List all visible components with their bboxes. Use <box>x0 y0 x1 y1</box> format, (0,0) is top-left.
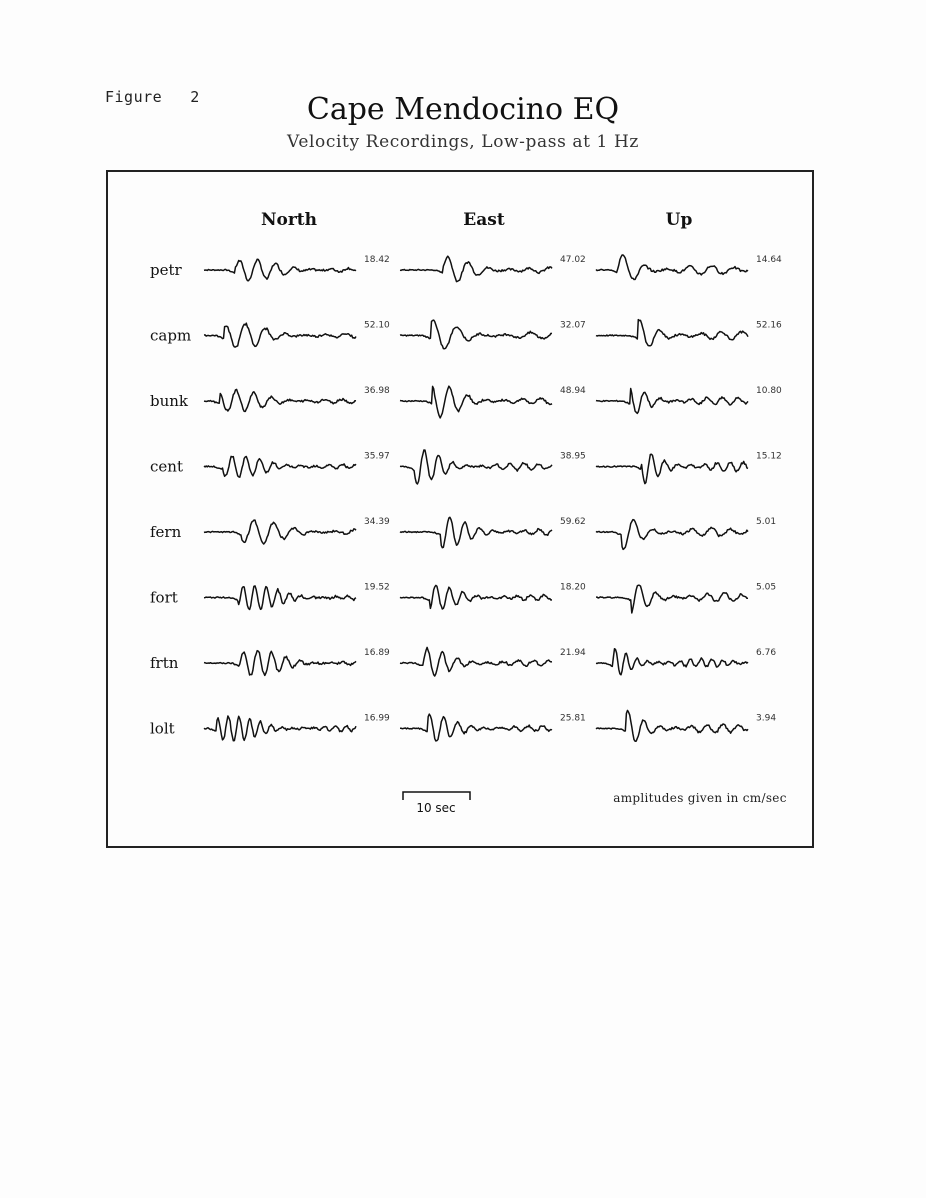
amplitude-label: 15.12 <box>756 451 782 462</box>
amplitude-label: 6.76 <box>756 648 777 658</box>
trace-cent-up <box>596 454 748 483</box>
amplitude-label: 34.39 <box>364 517 390 527</box>
station-label-capm: capm <box>150 326 192 345</box>
station-label-lolt: lolt <box>150 719 175 738</box>
amplitude-label: 14.64 <box>756 255 782 265</box>
station-label-fern: fern <box>150 523 182 541</box>
trace-fort-up <box>596 585 748 613</box>
trace-fern-east <box>400 517 552 547</box>
station-label-petr: petr <box>150 261 182 279</box>
amplitude-label: 10.80 <box>756 386 782 396</box>
trace-capm-north <box>204 323 356 347</box>
amplitude-label: 47.02 <box>560 255 586 265</box>
trace-bunk-east <box>400 386 552 418</box>
column-header-north: North <box>260 210 318 230</box>
amplitude-label: 52.10 <box>364 320 390 331</box>
amplitude-label: 32.07 <box>560 320 586 331</box>
seismogram-panel <box>106 170 814 848</box>
amplitude-label: 25.81 <box>560 713 586 724</box>
amplitude-label: 18.42 <box>364 255 390 265</box>
trace-fern-north <box>204 520 356 544</box>
trace-frtn-north <box>204 651 356 676</box>
trace-fern-up <box>596 520 748 550</box>
amplitude-label: 3.94 <box>756 713 777 724</box>
amplitude-label: 36.98 <box>364 386 390 396</box>
station-label-bunk: bunk <box>150 392 189 410</box>
station-label-fort: fort <box>150 588 178 607</box>
trace-fort-north <box>204 586 356 610</box>
scale-bar-label: 10 sec <box>416 801 456 815</box>
trace-frtn-east <box>400 647 552 676</box>
trace-cent-east <box>400 450 552 484</box>
amplitude-label: 52.16 <box>756 320 782 331</box>
amplitude-label: 16.89 <box>364 648 390 658</box>
trace-lolt-up <box>596 710 748 741</box>
trace-petr-east <box>400 256 552 281</box>
seismogram-plot <box>108 172 812 846</box>
trace-fort-east <box>400 585 552 609</box>
station-label-frtn: frtn <box>150 654 179 672</box>
figure-number: 2 <box>190 88 200 106</box>
amplitude-label: 19.52 <box>364 582 390 593</box>
figure-subtitle: Velocity Recordings, Low-pass at 1 Hz <box>287 132 639 152</box>
station-label-cent: cent <box>150 457 183 476</box>
trace-bunk-north <box>204 389 356 411</box>
scale-bar <box>403 792 470 800</box>
trace-lolt-east <box>400 714 552 741</box>
column-header-up: Up <box>665 210 693 230</box>
amplitude-label: 38.95 <box>560 451 586 462</box>
trace-petr-north <box>204 259 356 281</box>
amplitude-label: 5.05 <box>756 582 777 593</box>
figure-label-text: Figure <box>105 88 163 106</box>
trace-petr-up <box>596 255 748 280</box>
amplitude-label: 59.62 <box>560 517 586 527</box>
amplitude-label: 48.94 <box>560 386 586 396</box>
figure-title: Cape Mendocino EQ <box>306 92 620 127</box>
amplitude-label: 5.01 <box>756 517 777 527</box>
amplitude-label: 16.99 <box>364 713 390 724</box>
column-header-east: East <box>463 210 505 230</box>
amplitude-label: 21.94 <box>560 648 586 658</box>
trace-bunk-up <box>596 389 748 414</box>
trace-lolt-north <box>204 716 356 741</box>
amplitude-label: 35.97 <box>364 451 390 462</box>
amplitude-units-note: amplitudes given in cm/sec <box>613 791 787 805</box>
trace-cent-north <box>204 456 356 477</box>
trace-capm-up <box>596 320 748 346</box>
amplitude-label: 18.20 <box>560 582 586 593</box>
trace-capm-east <box>400 320 552 349</box>
trace-frtn-up <box>596 649 748 675</box>
